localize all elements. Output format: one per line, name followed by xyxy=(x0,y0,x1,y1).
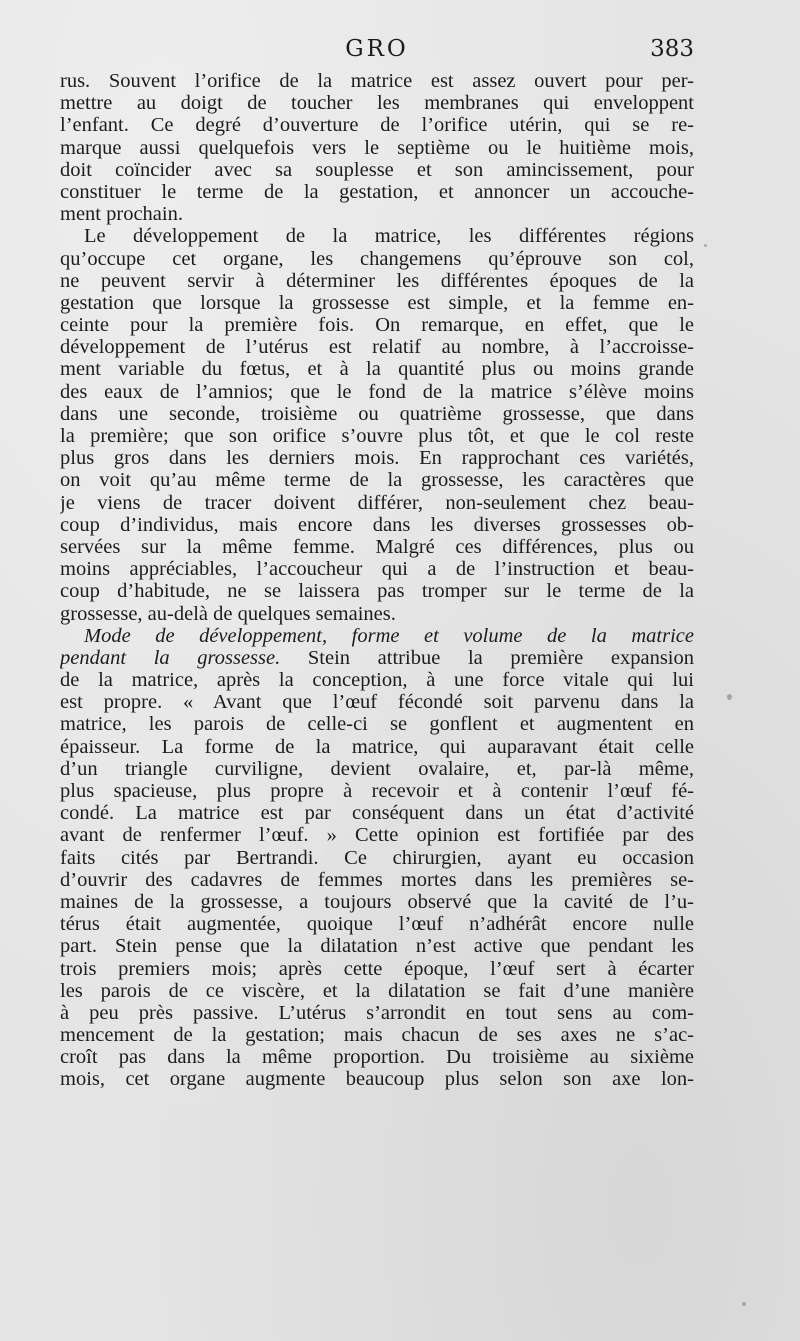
text-line xyxy=(60,802,694,824)
text-line-content: gestation que lorsque la grossesse est simple, et la femme en- xyxy=(60,291,694,314)
text-line xyxy=(60,625,694,647)
text-line-content: la première; que son orifice s’ouvre plus tôt, et que le col reste xyxy=(60,425,694,447)
text-line xyxy=(60,1002,694,1024)
text-line xyxy=(60,736,694,758)
text-line xyxy=(60,913,694,935)
text-line xyxy=(60,469,694,491)
text-line xyxy=(60,580,694,602)
text-line xyxy=(60,891,694,913)
text-line-content: térus était augmentée, quoique l’œuf n’adhérât encore nulle xyxy=(60,913,694,936)
text-line-content: de la matrice, après la conception, à une force vitale qui lui xyxy=(60,669,694,692)
page-number: 383 xyxy=(650,36,694,62)
text-line-content: coup d’habitude, ne se laissera pas tromper sur le terme de la xyxy=(60,580,694,603)
text-line xyxy=(60,958,694,980)
text-line xyxy=(60,869,694,891)
text-line-content: mencement de la gestation; mais chacun de ses axes ne s’ac- xyxy=(60,1024,694,1047)
text-line-content: ment variable du fœtus, et à la quantité plus ou moins grande xyxy=(60,358,694,381)
text-line xyxy=(60,558,694,580)
text-line xyxy=(60,780,694,802)
text-line xyxy=(60,1046,694,1068)
text-line-content: doit coïncider avec sa souplesse et son amincissement, pour xyxy=(60,158,694,181)
text-line xyxy=(60,935,694,957)
text-line xyxy=(60,381,694,403)
text-line xyxy=(60,292,694,314)
text-line-content: les parois de ce viscère, et la dilatation se fait d’une manière xyxy=(60,979,694,1002)
text-line-content: coup d’individus, mais encore dans les diverses grossesses ob- xyxy=(60,513,694,536)
text-line-content: Stein attribue la première expansion xyxy=(280,646,694,669)
text-line xyxy=(60,536,694,558)
text-line-content: avant de renfermer l’œuf. » Cette opinion est fortifiée par des xyxy=(60,824,694,847)
text-line xyxy=(60,137,694,159)
text-line xyxy=(60,336,694,358)
text-line xyxy=(60,114,694,136)
text-line-content: croît pas dans la même proportion. Du troisième au sixième xyxy=(60,1046,694,1069)
text-line-content: à peu près passive. L’utérus s’arrondit en tout sens au com- xyxy=(60,1001,694,1024)
text-line-content: plus gros dans les derniers mois. En rapprochant ces variétés, xyxy=(60,447,694,470)
paper-speck xyxy=(727,694,732,700)
text-line-content: je viens de tracer doivent différer, non-seulement chez beau- xyxy=(60,491,694,514)
italic-heading: Mode de développement, forme et volume de la matrice xyxy=(84,624,694,647)
running-head xyxy=(60,36,694,68)
text-line-content: maines de la grossesse, a toujours observé que la cavité de l’u- xyxy=(60,890,694,913)
text-line-content: trois premiers mois; après cette époque, l’œuf sert à écarter xyxy=(60,957,694,980)
text-line-content: des eaux de l’amnios; que le fond de la matrice s’élève moins xyxy=(60,380,694,403)
text-line xyxy=(60,225,694,247)
text-line xyxy=(60,203,694,225)
text-line-content: mettre au doigt de toucher les membranes qui enveloppent xyxy=(60,92,694,115)
text-line-content: l’enfant. Ce degré d’ouverture de l’orifice utérin, qui se re- xyxy=(60,114,694,137)
text-line xyxy=(60,492,694,514)
text-line xyxy=(60,691,694,713)
text-line-content: épaisseur. La forme de la matrice, qui auparavant était celle xyxy=(60,735,694,758)
text-line-content: développement de l’utérus est relatif au nombre, à l’accroisse- xyxy=(60,336,694,359)
text-line xyxy=(60,248,694,270)
text-line-content: dans une seconde, troisième ou quatrième grossesse, que dans xyxy=(60,402,694,425)
text-line-content: marque aussi quelquefois vers le septième ou le huitième mois, xyxy=(60,136,694,159)
text-line xyxy=(60,603,694,625)
text-line-content: rus. Souvent l’orifice de la matrice est assez ouvert pour per- xyxy=(60,70,694,92)
text-line xyxy=(60,181,694,203)
text-line-content: Le développement de la matrice, les différentes régions xyxy=(84,225,694,248)
text-line-content: condé. La matrice est par conséquent dans un état d’activité xyxy=(60,802,694,825)
text-line-content: constituer le terme de la gestation, et annoncer un accouche- xyxy=(60,180,694,203)
text-line xyxy=(60,1024,694,1046)
text-line-content: ne peuvent servir à déterminer les différentes époques de la xyxy=(60,269,694,292)
text-line xyxy=(60,514,694,536)
text-line-content: mois, cet organe augmente beaucoup plus selon son axe lon- xyxy=(60,1068,694,1091)
text-line-content: ment prochain. xyxy=(60,203,183,226)
text-line xyxy=(60,403,694,425)
text-line-content: on voit qu’au même terme de la grossesse, les caractères que xyxy=(60,469,694,492)
text-line-content: moins appréciables, l’accoucheur qui a de l’instruction et beau- xyxy=(60,558,694,581)
text-line-content: servées sur la même femme. Malgré ces différences, plus ou xyxy=(60,535,694,558)
text-line xyxy=(60,824,694,846)
text-line-content: part. Stein pense que la dilatation n’est active que pendant les xyxy=(60,935,694,958)
body-text xyxy=(60,70,694,1091)
text-line xyxy=(60,447,694,469)
italic-heading: pendant la grossesse. xyxy=(60,646,281,669)
text-line xyxy=(60,70,694,92)
text-line xyxy=(60,425,694,447)
text-line-content: faits cités par Bertrandi. Ce chirurgien, ayant eu occasion xyxy=(60,846,694,869)
text-line-content: matrice, les parois de celle-ci se gonflent et augmentent en xyxy=(60,713,694,736)
text-line xyxy=(60,758,694,780)
paper-speck xyxy=(704,244,707,247)
text-line-content: d’ouvrir des cadavres de femmes mortes dans les premières se- xyxy=(60,868,694,891)
text-line xyxy=(60,1068,694,1090)
running-head-title: GRO xyxy=(345,36,409,62)
text-line xyxy=(60,669,694,691)
text-line xyxy=(60,159,694,181)
text-line-content: d’un triangle curviligne, devient ovalaire, et, par-là même, xyxy=(60,757,694,780)
text-line xyxy=(60,358,694,380)
text-line-content: plus spacieuse, plus propre à recevoir et à contenir l’œuf fé- xyxy=(60,780,694,802)
text-line-content: qu’occupe cet organe, les changemens qu’éprouve son col, xyxy=(60,247,694,270)
text-line-content: ceinte pour la première fois. On remarque, en effet, que le xyxy=(60,314,694,337)
text-line xyxy=(60,270,694,292)
text-line xyxy=(60,980,694,1002)
text-line xyxy=(60,92,694,114)
text-line-content: grossesse, au-delà de quelques semaines. xyxy=(60,602,396,625)
text-line xyxy=(60,847,694,869)
text-line xyxy=(60,647,694,669)
paper-speck xyxy=(742,1302,746,1306)
text-line xyxy=(60,314,694,336)
text-line xyxy=(60,713,694,735)
text-line-content: est propre. « Avant que l’œuf fécondé soit parvenu dans la xyxy=(60,691,694,714)
